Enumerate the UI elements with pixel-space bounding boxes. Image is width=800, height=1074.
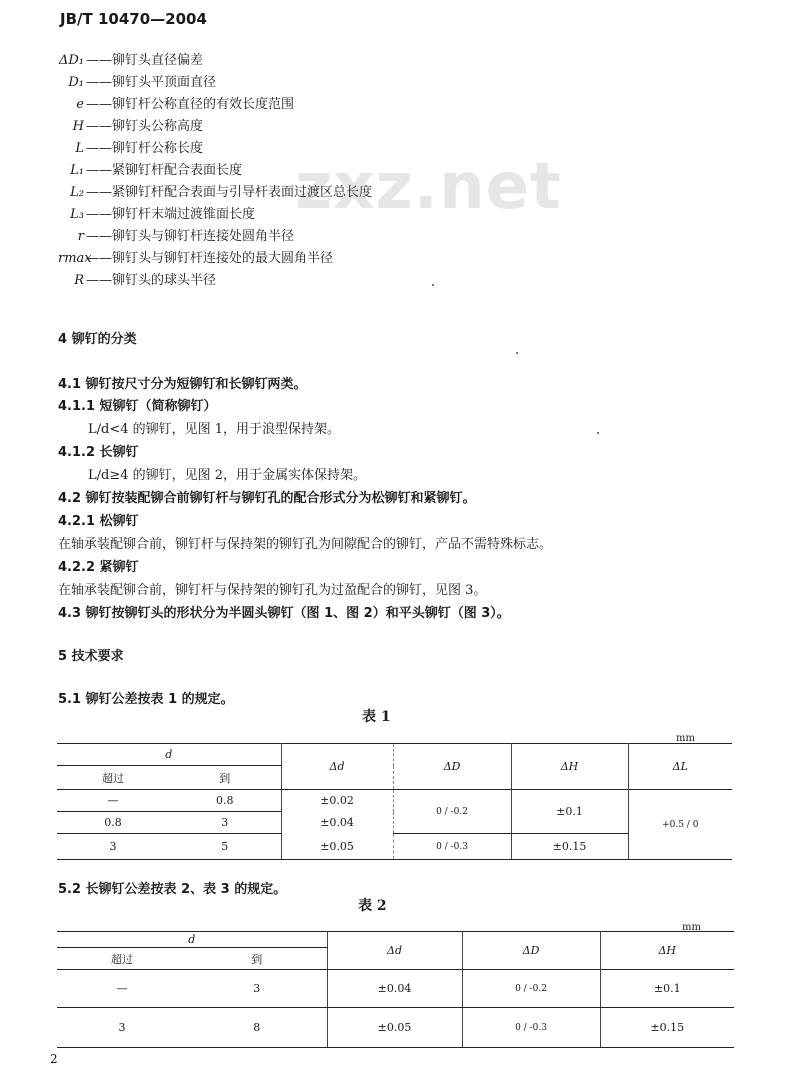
t2-row1-to: 3: [187, 970, 327, 1008]
table-2-unit: mm: [682, 922, 701, 933]
t2-header-to: 到: [187, 948, 327, 970]
para-4-1-2-text: L/d≥4 的铆钉，见图 2，用于金属实体保持架。: [88, 468, 367, 483]
t2-row1-dH: ±0.1: [600, 970, 734, 1008]
t2-header-dD: ΔD: [462, 932, 600, 970]
symbol-definition: ——铆钉头公称高度: [86, 119, 204, 134]
symbol-definition: ——铆钉头与铆钉杆连接处圆角半径: [86, 229, 295, 244]
symbol-term: D₁: [68, 75, 84, 90]
symbol-definition: ——紧铆钉杆配合表面长度: [86, 163, 243, 178]
t2-header-d: d: [57, 932, 327, 948]
t2-row2-dd: ±0.05: [327, 1008, 462, 1048]
t1-header-d: d: [57, 744, 281, 766]
scan-speck: [597, 432, 599, 434]
t1-row3-dd: ±0.05: [281, 834, 393, 860]
para-4-2: 4.2 铆钉按装配铆合前铆钉杆与铆钉孔的配合形式分为松铆钉和紧铆钉。: [58, 491, 476, 506]
scan-speck: [516, 352, 518, 354]
t2-row2-dD: 0 / -0.3: [462, 1008, 600, 1048]
t1-header-dd: Δd: [281, 744, 393, 790]
t1-row2-dd: ±0.04: [281, 812, 393, 834]
t2-row2-to: 8: [187, 1008, 327, 1048]
para-4-1-1: 4.1.1 短铆钉（简称铆钉）: [58, 399, 217, 414]
watermark: zxz.net: [295, 150, 562, 224]
para-5-1: 5.1 铆钉公差按表 1 的规定。: [58, 692, 234, 707]
symbol-definition: ——紧铆钉杆配合表面与引导杆表面过渡区总长度: [86, 185, 373, 200]
symbol-term: L₃: [70, 207, 84, 222]
symbol-definition: ——铆钉头直径偏差: [86, 53, 204, 68]
t2-row1-dD: 0 / -0.2: [462, 970, 600, 1008]
t2-row2-over: 3: [57, 1008, 187, 1048]
para-4-1-1-text: L/d<4 的铆钉，见图 1，用于浪型保持架。: [88, 422, 341, 437]
t1-header-dD: ΔD: [393, 744, 511, 790]
symbol-definition: ——铆钉杆公称长度: [86, 141, 204, 156]
symbol-row: [58, 72, 372, 94]
t1-header-to: 到: [169, 766, 281, 790]
t1-row3-over: 3: [57, 834, 169, 860]
symbol-definition: ——铆钉头平顶面直径: [86, 75, 217, 90]
para-4-2-1: 4.2.1 松铆钉: [58, 514, 139, 529]
table-1-unit: mm: [676, 733, 695, 744]
para-4-3: 4.3 铆钉按铆钉头的形状分为半圆头铆钉（图 1、图 2）和平头铆钉（图 3）。: [58, 606, 510, 621]
para-4-2-2-text: 在轴承装配铆合前，铆钉杆与保持架的铆钉孔为过盈配合的铆钉，见图 3。: [58, 583, 487, 598]
t2-header-dd: Δd: [327, 932, 462, 970]
t1-row3-to: 5: [169, 834, 281, 860]
symbol-definition: ——铆钉杆末端过渡锥面长度: [86, 207, 256, 222]
symbol-term: R: [74, 273, 84, 288]
symbol-row: [58, 138, 372, 160]
t2-row1-dd: ±0.04: [327, 970, 462, 1008]
symbol-row: [58, 226, 372, 248]
t1-dH-1: ±0.1: [511, 790, 628, 834]
para-4-1-2: 4.1.2 长铆钉: [58, 445, 139, 460]
symbol-row: [58, 204, 372, 226]
symbol-term: L₁: [70, 163, 84, 178]
table-1-caption: 表 1: [362, 709, 391, 725]
symbol-term: ΔD₁: [58, 53, 84, 68]
symbol-definition: ——铆钉头与铆钉杆连接处的最大圆角半径: [86, 251, 334, 266]
symbol-row: [58, 270, 372, 292]
symbol-term: rmax: [58, 251, 92, 266]
para-4-2-1-text: 在轴承装配铆合前，铆钉杆与保持架的铆钉孔为间隙配合的铆钉，产品不需特殊标志。: [58, 537, 553, 552]
t2-header-dH: ΔH: [658, 944, 677, 957]
t1-row1-to: 0.8: [169, 790, 281, 812]
t1-row2-over: 0.8: [57, 812, 169, 834]
section-5-title: 5 技术要求: [58, 649, 124, 664]
symbol-row: [58, 160, 372, 182]
section-4-title: 4 铆钉的分类: [58, 332, 137, 347]
table-2-caption: 表 2: [358, 898, 387, 914]
t1-header-dL: ΔL: [672, 760, 688, 773]
symbol-list: [58, 50, 372, 292]
t1-row1-dd: ±0.02: [281, 790, 393, 812]
t1-header-over: 超过: [57, 766, 169, 790]
page-number: 2: [50, 1052, 58, 1066]
t1-row2-to: 3: [169, 812, 281, 834]
symbol-row: [58, 50, 372, 72]
para-4-2-2: 4.2.2 紧铆钉: [58, 560, 139, 575]
symbol-row: [58, 248, 372, 270]
para-5-2: 5.2 长铆钉公差按表 2、表 3 的规定。: [58, 882, 287, 897]
symbol-term: H: [72, 119, 84, 134]
t1-header-dH: ΔH: [511, 744, 628, 790]
symbol-row: [58, 116, 372, 138]
para-4-1: 4.1 铆钉按尺寸分为短铆钉和长铆钉两类。: [58, 377, 307, 392]
symbol-term: L: [75, 141, 84, 156]
t2-header-over: 超过: [57, 948, 187, 970]
document-header: JB/T 10470—2004: [60, 10, 207, 28]
t1-dH-2: ±0.15: [511, 834, 628, 860]
t1-dD-1: 0 / -0.2: [393, 790, 511, 834]
t1-dD-2: 0 / -0.3: [393, 834, 511, 860]
table-2: [57, 931, 734, 1048]
symbol-row: [58, 94, 372, 116]
t1-dL: +0.5 / 0: [662, 819, 699, 830]
scan-speck: [432, 284, 434, 286]
symbol-definition: ——铆钉头的球头半径: [86, 273, 217, 288]
t1-row1-over: —: [57, 790, 169, 812]
symbol-term: e: [76, 97, 84, 112]
symbol-term: L₂: [70, 185, 84, 200]
t2-row1-over: —: [57, 970, 187, 1008]
t2-row2-dH: ±0.15: [600, 1008, 734, 1048]
symbol-row: [58, 182, 372, 204]
table-1: [57, 743, 732, 860]
symbol-term: r: [77, 229, 84, 244]
symbol-definition: ——铆钉杆公称直径的有效长度范围: [86, 97, 295, 112]
